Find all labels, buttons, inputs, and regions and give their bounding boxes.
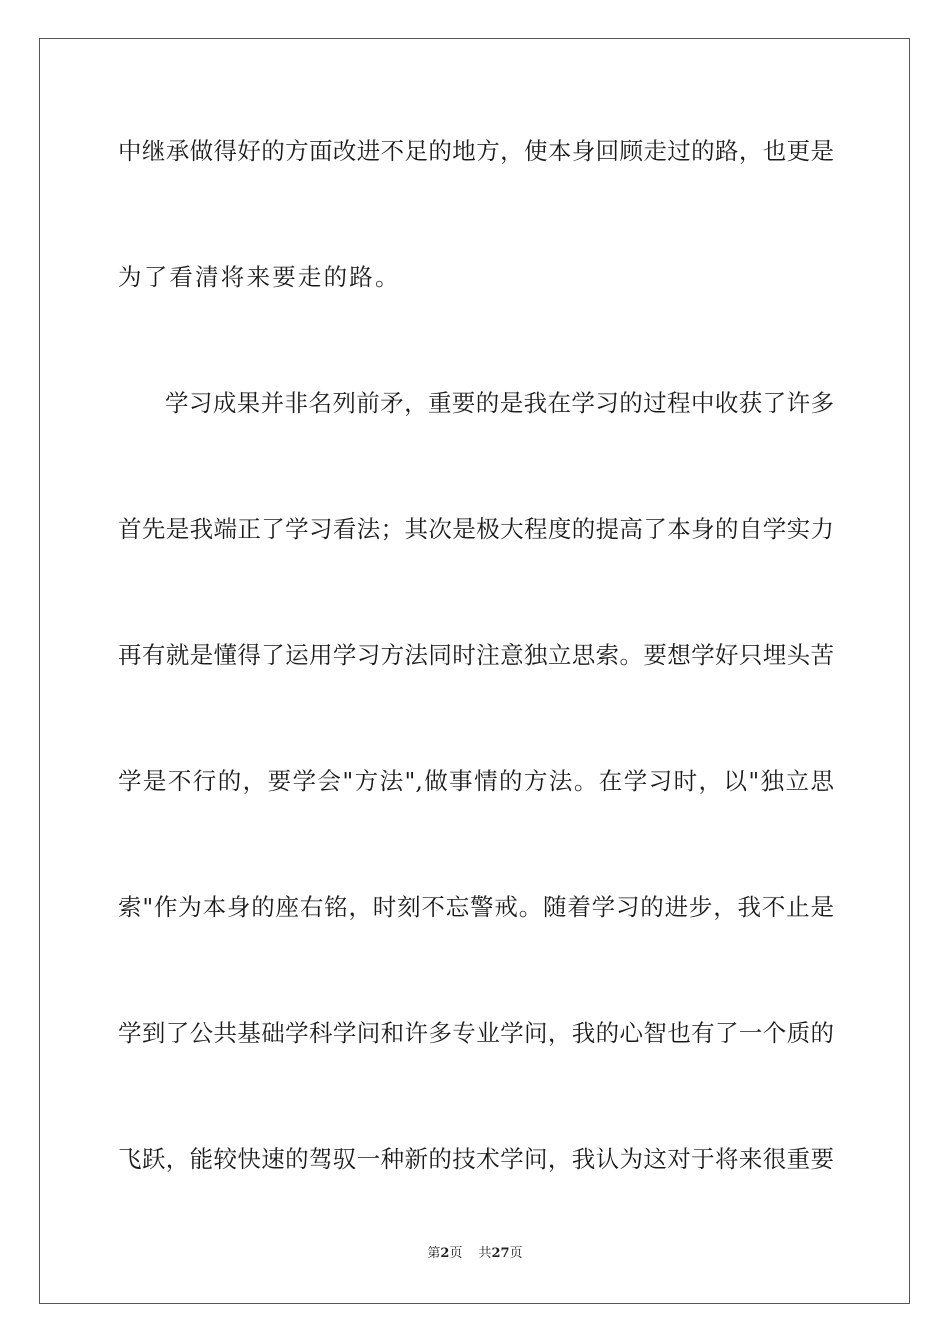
text-line: 首先是我端正了学习看法；其次是极大程度的提高了本身的自学实力 [118,515,834,543]
text-line: 为了看清将来要走的路。 [118,263,401,291]
total-page-count: 27 [491,1246,510,1261]
text-line: 再有就是懂得了运用学习方法同时注意独立思索。要想学好只埋头苦 [118,641,834,669]
text-line: 飞跃，能较快速的驾驭一种新的技术学问，我认为这对于将来很重要 [118,1145,834,1173]
page-border [39,38,910,1304]
text-line: 索"作为本身的座右铭，时刻不忘警戒。随着学习的进步，我不止是 [118,893,834,921]
text-line: 学是不行的，要学会"方法",做事情的方法。在学习时，以"独立思 [118,767,834,795]
text-line: 中继承做得好的方面改进不足的地方，使本身回顾走过的路，也更是 [118,137,834,165]
page-indicator: 第2页 [427,1246,463,1261]
paragraph-first-line: 学习成果并非名列前矛，重要的是我在学习的过程中收获了许多 [165,389,834,417]
page-footer [0,1245,950,1263]
total-pages-indicator: 共27页 [478,1246,523,1261]
current-page-number: 2 [440,1246,450,1261]
text-line: 学到了公共基础学科学问和许多专业学问，我的心智也有了一个质的 [118,1019,834,1047]
